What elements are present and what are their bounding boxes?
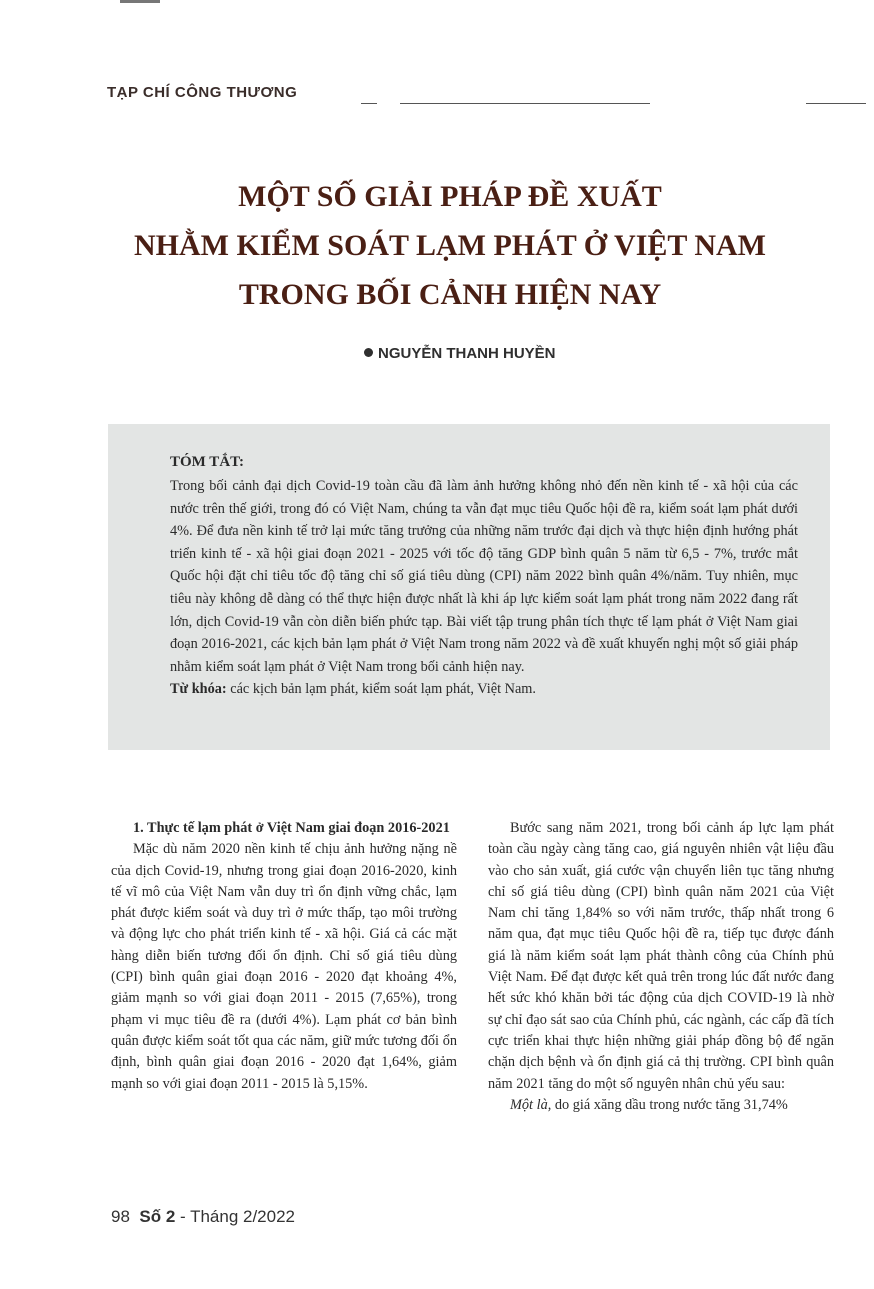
right-paragraph-continued bbox=[488, 1095, 834, 1116]
left-paragraph: Mặc dù năm 2020 nền kinh tế chịu ảnh hưởng nặng nề của dịch Covid-19, nhưng trong giai đoạn 2016-2020, kinh tế vĩ mô của Việt Nam vẫn duy trì ổn định vững chắc, lạm phát được kiểm soát và duy trì ở mức thấp, tạo môi trường và động lực cho phát triển kinh tế - xã hội. Giá cả các mặt hàng diễn biến tương đối ổn định. Chỉ số giá tiêu dùng (CPI) bình quân giai đoạn 2016 - 2020 đạt khoảng 4%, giảm mạnh so với giai đoạn 2011 - 2015 (7,65%), trong phạm vi mục tiêu đề ra (dưới 4%). Lạm phát cơ bản bình quân được kiểm soát tốt qua các năm, giữ mức tương đối ổn định, bình quân giai đoạn 2016 - 2020 đạt 1,64%, giảm mạnh so với giai đoạn 2011 - 2015 là 5,15%. bbox=[111, 841, 457, 1092]
bullet-dot-icon bbox=[364, 348, 373, 357]
section-1-title: 1. Thực tế lạm phát ở Việt Nam giai đoạn 2016-2021 bbox=[133, 820, 450, 836]
top-edge-mark bbox=[120, 0, 160, 3]
right-column bbox=[488, 818, 834, 1116]
journal-name: TẠP CHÍ CÔNG THƯƠNG bbox=[107, 84, 298, 101]
abstract-label: TÓM TẮT: bbox=[170, 454, 245, 470]
abstract-text: Trong bối cảnh đại dịch Covid-19 toàn cầu đã làm ảnh hưởng không nhỏ đến nền kinh tế - xã hội của các nước trên thế giới, trong đó có Việt Nam, chúng ta vẫn đạt mục tiêu Quốc hội đề ra, kiểm soát lạm phát dưới 4%. Để đưa nền kinh tế trở lại mức tăng trưởng của những năm trước đại dịch và thực hiện định hướng phát triển kinh tế - xã hội giai đoạn 2021 - 2025 với tốc độ tăng GDP bình quân 5 năm từ 6,5 - 7%, trước mắt Quốc hội đặt chỉ tiêu tốc độ tăng chỉ số giá tiêu dùng (CPI) năm 2022 bình quân 4%/năm. Tuy nhiên, mục tiêu này không dễ dàng có thể thực hiện được nhất là khi áp lực kiểm soát lạm phát trong năm 2022 đang rất lớn, dịch Covid-19 vẫn còn diễn biến phức tạp. Bài viết tập trung phân tích thực tế lạm phát ở Việt Nam giai đoạn 2016-2021, các kịch bản lạm phát ở Việt Nam trong năm 2022 và đề xuất khuyến nghị một số giải pháp nhằm kiểm soát lạm phát ở Việt Nam trong bối cảnh hiện nay. bbox=[170, 478, 798, 675]
keywords-label: Từ khóa: bbox=[170, 681, 227, 698]
abstract-box bbox=[108, 424, 830, 750]
author-name: NGUYỄN THANH HUYỀN bbox=[378, 345, 556, 362]
title-line-3: TRONG BỐI CẢNH HIỆN NAY bbox=[238, 278, 662, 311]
page-footer bbox=[111, 1207, 295, 1227]
header-rule bbox=[400, 103, 650, 104]
page-number: 98 bbox=[111, 1207, 130, 1226]
title-line-1: MỘT SỐ GIẢI PHÁP ĐỀ XUẤT bbox=[238, 180, 662, 213]
author-line bbox=[364, 345, 556, 362]
issue-date: - Tháng 2/2022 bbox=[175, 1207, 296, 1226]
right-italic-lead: Một là, bbox=[510, 1096, 552, 1113]
title-line-2: NHẰM KIỂM SOÁT LẠM PHÁT Ở VIỆT NAM bbox=[133, 229, 766, 262]
article-title bbox=[100, 172, 800, 319]
header-rule bbox=[361, 103, 377, 104]
right-paragraph: Bước sang năm 2021, trong bối cảnh áp lực lạm phát toàn cầu ngày càng tăng cao, giá nguyên nhiên vật liệu đầu vào cho sản xuất, giá cước vận chuyển liên tục tăng nhưng chỉ số giá tiêu dùng (CPI) bình quân năm 2021 của Việt Nam chỉ tăng 1,84% so với năm trước, thấp nhất trong 6 năm qua, đạt mục tiêu Quốc hội đề ra, tiếp tục được đánh giá là năm kiểm soát lạm phát thành công của Chính phủ Việt Nam. Để đạt được kết quả trên trong lúc đất nước đang hết sức khó khăn bởi tác động của dịch COVID-19 là nhờ sự chỉ đạo sát sao của Chính phủ, các ngành, các cấp đã tích cực triển khai thực hiện những giải pháp đồng bộ để ngăn chặn dịch bệnh và ổn định giá cả thị trường. CPI bình quân năm 2021 tăng do một số nguyên nhân chủ yếu sau: bbox=[488, 820, 834, 1092]
keywords-text: các kịch bản lạm phát, kiểm soát lạm phát, Việt Nam. bbox=[230, 681, 537, 698]
header-rule bbox=[806, 103, 866, 104]
right-last-text: do giá xăng dầu trong nước tăng 31,74% bbox=[551, 1096, 788, 1113]
left-column bbox=[111, 818, 457, 1095]
issue-number: Số 2 bbox=[139, 1207, 176, 1226]
keywords-line bbox=[170, 678, 798, 701]
